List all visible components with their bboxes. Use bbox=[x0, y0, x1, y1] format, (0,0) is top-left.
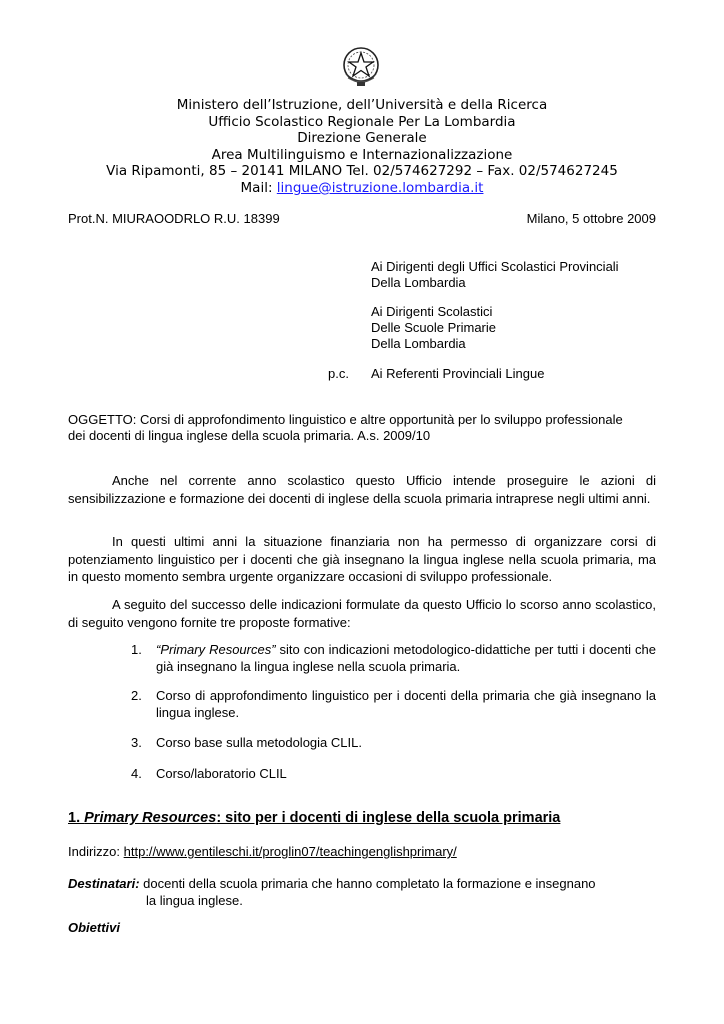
subject-line: dei docenti di lingua inglese della scuola primaria. A.s. 2009/10 bbox=[68, 428, 431, 443]
recipients-line bbox=[68, 875, 596, 892]
list-number: 2. bbox=[131, 688, 142, 703]
list-item bbox=[131, 735, 656, 752]
list-text-emphasis: “Primary Resources” bbox=[156, 642, 276, 657]
recipients-row bbox=[68, 875, 596, 909]
section-number: 1. bbox=[68, 810, 85, 826]
recipient-line: Della Lombardia bbox=[371, 336, 466, 351]
site-link[interactable]: http://www.gentileschi.it/proglin07/teachingenglishprimary/ bbox=[123, 844, 457, 859]
protocol-number: Prot.N. MIURAOODRLO R.U. 18399 bbox=[68, 211, 280, 226]
recipient-group-2 bbox=[371, 304, 496, 352]
body-paragraph bbox=[68, 533, 656, 586]
mail-link[interactable]: lingue@istruzione.lombardia.it bbox=[276, 179, 484, 196]
section-title-emphasis: Primary Resources bbox=[84, 810, 217, 826]
paragraph-text: Anche nel corrente anno scolastico questo Ufficio intende proseguire le azioni di sensibilizzazione e formazione dei docenti di inglese della scuola primaria intraprese negli ultimi anni. bbox=[68, 473, 656, 506]
list-item bbox=[131, 642, 656, 675]
direction-name: Direzione Generale bbox=[297, 130, 427, 147]
objectives-heading: Obiettivi bbox=[68, 920, 121, 935]
subject-line: OGGETTO: Corsi di approfondimento linguistico e altre opportunità per lo sviluppo professionale bbox=[68, 412, 623, 427]
address-row bbox=[68, 844, 457, 859]
subject-block bbox=[68, 412, 668, 444]
pc-recipient: Ai Referenti Provinciali Lingue bbox=[371, 366, 545, 381]
pc-label: p.c. bbox=[328, 366, 349, 381]
recipient-line: Della Lombardia bbox=[371, 275, 466, 290]
recipients-text-2: la lingua inglese. bbox=[146, 893, 243, 908]
list-number: 1. bbox=[131, 642, 142, 657]
recipient-line: Ai Dirigenti degli Uffici Scolastici Provinciali bbox=[371, 259, 619, 274]
mail-line bbox=[60, 180, 664, 197]
list-text: Corso base sulla metodologia CLIL. bbox=[156, 735, 362, 750]
paragraph-text: In questi ultimi anni la situazione finanziaria non ha permesso di organizzare corsi di potenziamento linguistico per i docenti che già insegnano la lingua inglese nella scuola primaria, ma in questo momento sembra urgente organizzare occasioni di sviluppo professionale. bbox=[68, 534, 656, 584]
recipient-line: Delle Scuole Primarie bbox=[371, 320, 496, 335]
italian-republic-emblem-icon bbox=[340, 44, 382, 88]
recipient-line: Ai Dirigenti Scolastici bbox=[371, 304, 493, 319]
recipients-text: docenti della scuola primaria che hanno completato la formazione e insegnano bbox=[139, 876, 596, 891]
list-text bbox=[156, 642, 656, 675]
recipients-label: Destinatari: bbox=[68, 876, 140, 891]
letterhead bbox=[60, 97, 664, 197]
recipient-group-1 bbox=[371, 259, 619, 291]
ministry-name: Ministero dell’Istruzione, dell’Università e della Ricerca bbox=[176, 97, 548, 113]
list-number: 3. bbox=[131, 735, 142, 750]
list-number: 4. bbox=[131, 766, 142, 781]
paragraph-text: A seguito del successo delle indicazioni formulate da questo Ufficio lo scorso anno scolastico, di seguito vengono fornite tre proposte formative: bbox=[68, 597, 656, 630]
list-text-rest: sito con indicazioni metodologico-didattiche per tutti i docenti che già insegnano la lingua inglese nella scuola primaria. bbox=[156, 642, 656, 674]
address-line: Via Ripamonti, 85 – 20141 MILANO Tel. 02/574627292 – Fax. 02/574627245 bbox=[106, 163, 618, 180]
body-paragraph bbox=[68, 596, 656, 631]
body-paragraph bbox=[68, 472, 656, 507]
area-name: Area Multilinguismo e Internazionalizzazione bbox=[211, 146, 513, 163]
list-text: Corso/laboratorio CLIL bbox=[156, 766, 287, 781]
list-item bbox=[131, 766, 656, 783]
letter-date: Milano, 5 ottobre 2009 bbox=[526, 211, 656, 226]
address-label: Indirizzo: bbox=[68, 844, 124, 859]
section-heading bbox=[68, 810, 560, 826]
office-name: Ufficio Scolastico Regionale Per La Lombardia bbox=[208, 113, 516, 130]
list-text: Corso di approfondimento linguistico per i docenti della primaria che già insegnano la lingua inglese. bbox=[156, 688, 656, 720]
section-title-rest: : sito per i docenti di inglese della scuola primaria bbox=[216, 810, 561, 826]
list-item bbox=[131, 688, 656, 721]
mail-label: Mail: bbox=[240, 179, 277, 196]
